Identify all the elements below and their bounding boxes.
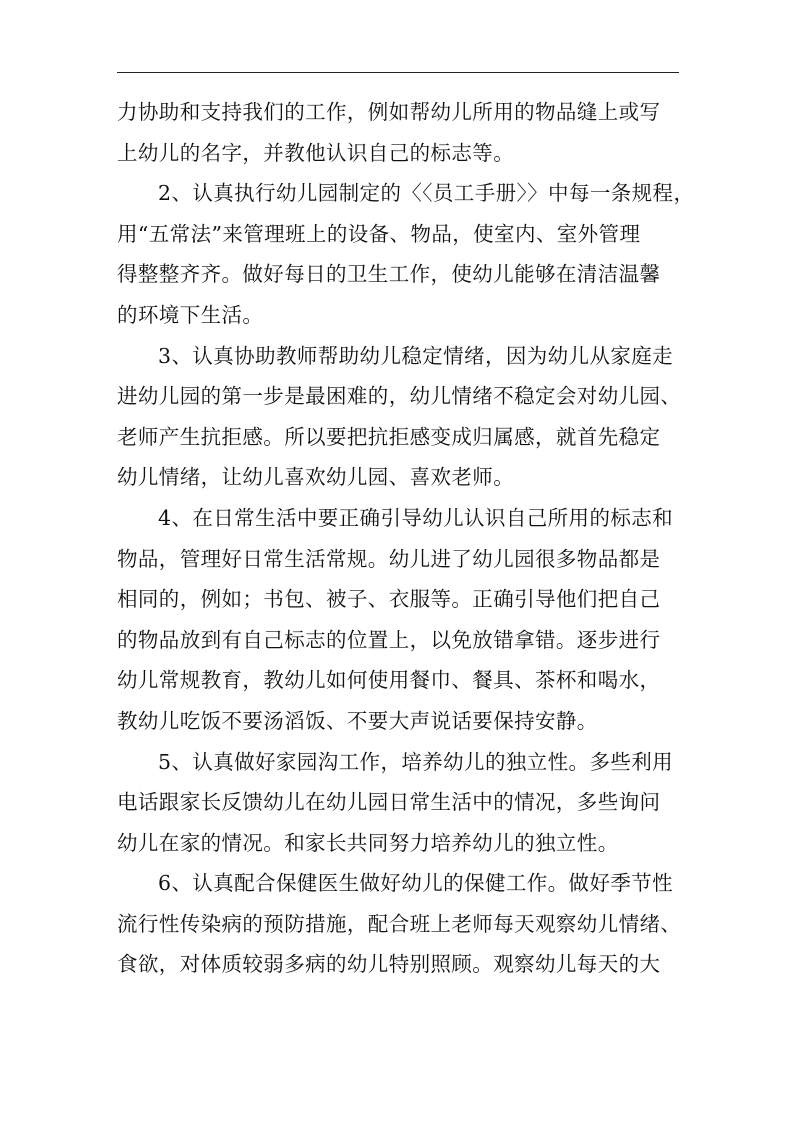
text-line: 得整整齐齐。做好每日的卫生工作，使幼儿能够在清洁温馨 [117, 262, 661, 287]
paragraph-3-start: 3、认真协助教师帮助幼儿稳定情绪，因为幼儿从家庭走 [158, 343, 674, 368]
paragraph-4-start: 4、在日常生活中要正确引导幼儿认识自己所用的标志和 [158, 505, 674, 530]
text-line: 幼儿常规教育，教幼儿如何使用餐巾、餐具、茶杯和喝水， [117, 668, 661, 693]
text-line: 教幼儿吃饭不要汤滔饭、不要大声说话要保持安静。 [117, 708, 598, 733]
document-body [117, 92, 695, 985]
text-line: 电话跟家长反馈幼儿在幼儿园日常生活中的情况，多些询问 [117, 790, 661, 815]
text-line: 用“五常法”来管理班上的设备、物品，使室内、室外管理 [117, 221, 641, 246]
header-rule [117, 72, 679, 73]
text-line: 食欲，对体质较弱多病的幼儿特别照顾。观察幼儿每天的大 [117, 952, 661, 977]
paragraph-5-start: 5、认真做好家园沟工作，培养幼儿的独立性。多些利用 [158, 749, 674, 774]
text-line: 的物品放到有自己标志的位置上，以免放错拿错。逐步进行 [117, 627, 661, 652]
text-line: 进幼儿园的第一步是最困难的，幼儿情绪不稳定会对幼儿园、 [117, 384, 682, 409]
text-line: 上幼儿的名字，并教他认识自己的标志等。 [117, 140, 515, 165]
paragraph-6-start: 6、认真配合保健医生做好幼儿的保健工作。做好季节性 [158, 871, 674, 896]
text-line: 物品，管理好日常生活常规。幼儿进了幼儿园很多物品都是 [117, 546, 661, 571]
text-line: 相同的，例如；书包、被子、衣服等。正确引导他们把自己 [117, 587, 661, 612]
text-line: 老师产生抗拒感。所以要把抗拒感变成归属感，就首先稳定 [117, 424, 661, 449]
paragraph-2-start: 2、认真执行幼儿园制定的〈〈员工手册〉〉中每一条规程， [158, 181, 695, 206]
text-line: 力协助和支持我们的工作，例如帮幼儿所用的物品缝上或写 [117, 100, 661, 124]
text-line: 幼儿情绪，让幼儿喜欢幼儿园、喜欢老师。 [117, 465, 515, 490]
text-line: 幼儿在家的情况。和家长共同努力培养幼儿的独立性。 [117, 830, 619, 855]
text-line: 的环境下生活。 [117, 302, 264, 327]
text-line: 流行性传染病的预防措施，配合班上老师每天观察幼儿情绪、 [117, 911, 682, 936]
